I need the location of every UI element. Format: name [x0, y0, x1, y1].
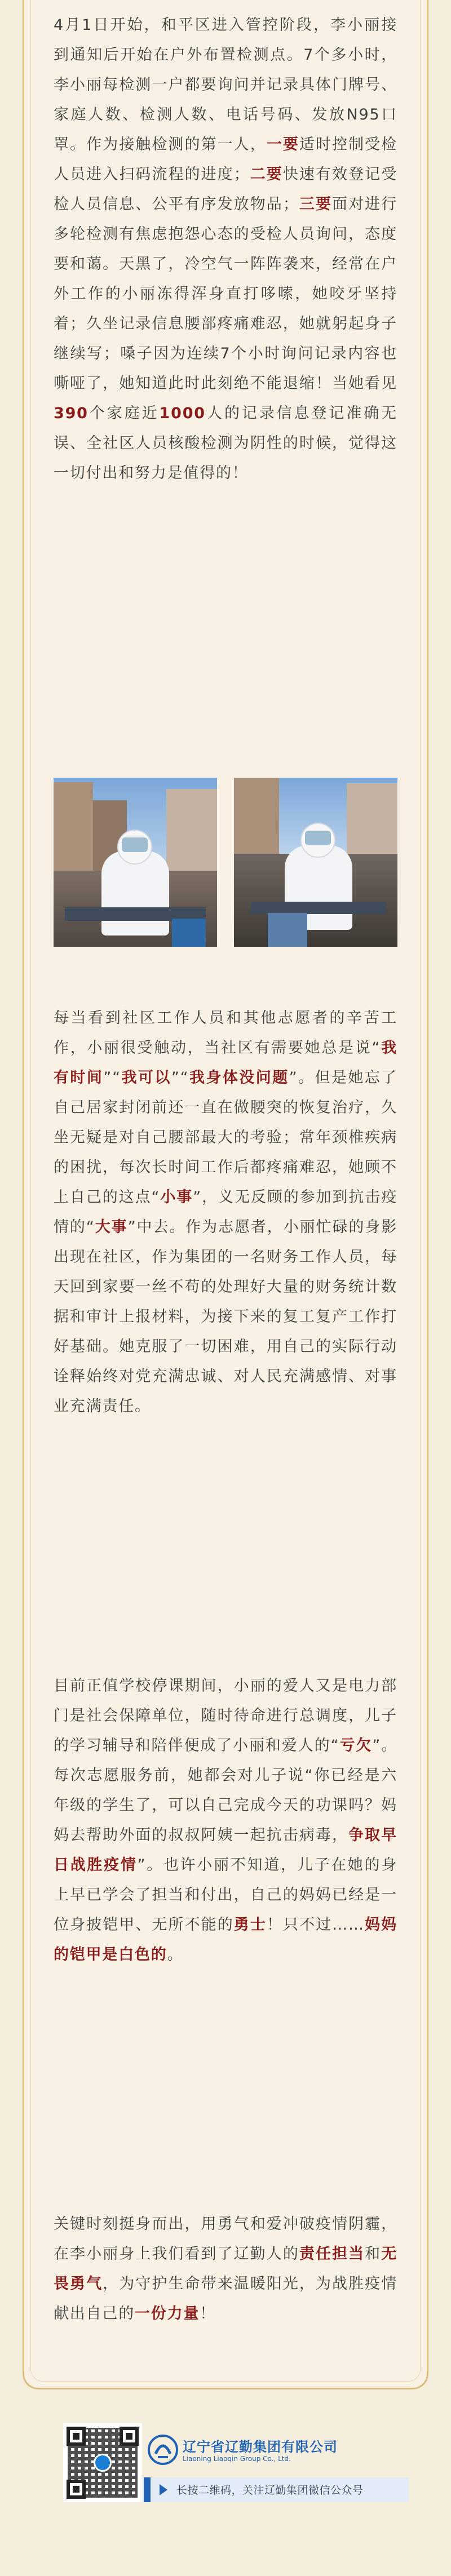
company-name-en: Liaoning Liaoqin Group Co., Ltd.	[183, 2455, 291, 2463]
highlight-text: 无畏勇气	[54, 2245, 397, 2293]
company-name-cn: 辽宁省辽勤集团有限公司	[183, 2439, 338, 2455]
paragraph-2	[54, 1003, 397, 1421]
body-text: ”“	[103, 1069, 121, 1087]
highlight-text: 我有时间	[54, 1039, 397, 1087]
highlight-text: 一份力量	[135, 2305, 200, 2322]
play-arrow-icon	[160, 2484, 167, 2495]
paragraph-4	[54, 2209, 397, 2329]
qr-caption: 长按二维码，关注辽勤集团微信公众号	[176, 2484, 364, 2497]
body-text: 人的记录信息登记准确无误、全社区人员核酸检测为阴性的时候，觉得这一切付出和努力是值得的！	[54, 405, 397, 482]
body-text: ”中去。作为志愿者，小丽忙碌的身影出现在社区，作为集团的一名财务工作人员，每天回到家要一丝不苟的处理好大量的财务统计数据和审计上报材料，为接下来的复工复产工作打好基础。她克服了一切困难，用自己的实际行动诠释始终对党充满忠诚、对人民充满感情、对事业充满责任。	[54, 1218, 397, 1415]
body-text: ！只不过……	[266, 1916, 365, 1934]
body-text: ”。但是她忘了自己居家封闭前还一直在做腰突的恢复治疗，久坐无疑是对自己腰部最大的考验；常年颈椎疾病的困扰，每次长时间工作后都疼痛难忍，她顾不上自己的这点“	[54, 1069, 397, 1206]
company-brand	[148, 2432, 396, 2475]
body-text: ”“	[171, 1069, 189, 1087]
highlight-text: 1000	[159, 405, 206, 422]
highlight-text: 亏欠	[339, 1737, 373, 1754]
volunteer-photo-right	[234, 778, 397, 947]
body-text: 。	[167, 1946, 184, 1963]
photo-row	[54, 778, 397, 947]
body-text: 关键时刻挺身而出，用勇气和爱冲破疫情阴霾，在李小丽身上我们看到了辽勤人的	[54, 2215, 397, 2263]
body-text: ！	[200, 2305, 216, 2322]
body-text: 每当看到社区工作人员和其他志愿者的辛苦工作，小丽很受触动，当社区有需要她总是说“	[54, 1009, 397, 1057]
highlight-text: 一要	[266, 136, 299, 153]
footer	[0, 2419, 451, 2576]
highlight-text: 三要	[299, 196, 333, 213]
qr-caption-bar	[144, 2477, 409, 2502]
body-text: 快速有效登记受检人员信息、公平有序发放物品；	[54, 166, 397, 213]
wechat-qr-code[interactable]	[63, 2423, 142, 2502]
highlight-text: 390	[54, 405, 89, 422]
highlight-text: 勇士	[233, 1916, 267, 1934]
body-text: 适时控制受检人员进入扫码流程的进度；	[54, 136, 397, 183]
highlight-text: 大事	[95, 1218, 128, 1236]
highlight-text: 二要	[250, 166, 283, 183]
body-text: ”。每次志愿服务前，她都会对儿子说“你已经是六年级的学生了，可以自己完成今天的功课吗？妈妈去帮助外面的叔叔阿姨一起抗击病毒，	[54, 1737, 397, 1844]
paragraph-1	[54, 10, 397, 488]
highlight-text: 小事	[160, 1189, 193, 1206]
body-text: ”，义无反顾的参加到抗击疫情的“	[54, 1189, 397, 1236]
body-text: ，为守护生命带来温暖阳光，为战胜疫情献出自己的	[54, 2275, 397, 2322]
paragraph-3	[54, 1671, 397, 1970]
body-text: 和	[365, 2245, 382, 2263]
highlight-text: 妈妈的铠甲是白色的	[54, 1916, 397, 1963]
highlight-text: 我身体没问题	[189, 1069, 289, 1087]
body-text: 个家庭近	[88, 405, 160, 422]
highlight-text: 责任担当	[299, 2245, 365, 2263]
highlight-text: 争取早日战胜疫情	[54, 1826, 397, 1874]
body-text: 目前正值学校停课期间，小丽的爱人又是电力部门是社会保障单位，随时待命进行总调度，儿子的学习辅导和陪伴便成了小丽和爱人的“	[54, 1677, 397, 1754]
body-text: 面对进行多轮检测有焦虑抱怨心态的受检人员询问，态度要和蔼。天黑了，冷空气一阵阵袭来，经常在户外工作的小丽冻得浑身直打哆嗦，她咬牙坚持着；久坐记录信息腰部疼痛难忍，她就躬起身子继续写；嗓子因为连续7个小时询问记录内容也嘶哑了，她知道此时此刻绝不能退缩！当她看见	[54, 196, 398, 392]
qr-logo-icon	[94, 2454, 112, 2472]
body-text: 4月1日开始，和平区进入管控阶段，李小丽接到通知后开始在户外布置检测点。7个多小时，李小丽每检测一户都要询问并记录具体门牌号、家庭人数、检测人数、电话号码、发放N95口罩。作为接触检测的第一人，	[54, 16, 397, 153]
highlight-text: 我可以	[121, 1069, 171, 1087]
volunteer-photo-left	[54, 778, 217, 947]
body-text: ”。也许小丽不知道，儿子在她的身上早已学会了担当和付出，自己的妈妈已经是一位身披铠甲、无所不能的	[54, 1856, 398, 1934]
company-logo-icon	[148, 2435, 178, 2465]
